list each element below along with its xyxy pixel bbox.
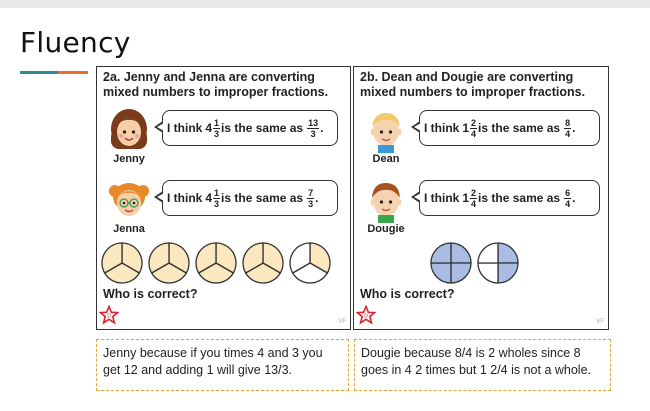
mixed-whole: 4 (205, 191, 213, 205)
question-panel-2a (96, 66, 351, 330)
speech-mid: is the same as (221, 121, 304, 135)
result-fraction: $\frac{8}{4}$ (565, 117, 571, 139)
svg-text:D: D (364, 313, 368, 320)
fraction-circle (478, 243, 518, 283)
unshaded-part (478, 263, 498, 283)
question-prompt: Who is correct? (103, 287, 198, 301)
jenna-avatar-icon (107, 177, 151, 223)
title-accent-teal (20, 71, 58, 74)
footer-mark: VF (338, 319, 346, 325)
shaded-part (498, 243, 518, 263)
character-jenna (99, 177, 159, 235)
fraction-circle (149, 243, 189, 283)
slide-title: Fluency (20, 26, 131, 59)
character-name: Jenna (113, 223, 145, 235)
speech-bubble-jenna: I think 4 $\frac{1}{3}$ is the same as $\frac{7}{3}$ . (162, 180, 338, 216)
character-dean (356, 107, 416, 165)
question-title: 2b. Dean and Dougie are converting mixed numbers to improper fractions. (360, 70, 586, 99)
speech-prefix: I think (424, 121, 460, 135)
character-name: Dean (372, 153, 400, 165)
mixed-fraction: $\frac{2}{4}$ (471, 117, 477, 139)
speech-mid: is the same as (478, 121, 561, 135)
svg-text:D: D (107, 313, 111, 320)
dean-avatar-icon (364, 107, 408, 153)
result-fraction: $\frac{7}{3}$ (308, 187, 314, 209)
shaded-part (431, 243, 451, 263)
speech-mid: is the same as (478, 191, 561, 205)
fraction-circles-thirds (101, 241, 346, 285)
speech-mid: is the same as (221, 191, 304, 205)
fraction-circle (102, 243, 142, 283)
title-accent-orange (58, 71, 88, 74)
mixed-whole: 4 (205, 121, 213, 135)
fraction-circle (243, 243, 283, 283)
character-dougie (356, 177, 416, 235)
dougie-avatar-icon (364, 177, 408, 223)
result-fraction: $\frac{13}{3}$ (308, 117, 319, 139)
mixed-fraction: $\frac{2}{4}$ (471, 187, 477, 209)
speech-prefix: I think (167, 121, 203, 135)
speech-bubble-dougie: I think 1 $\frac{2}{4}$ is the same as $\frac{6}{4}$ . (419, 180, 600, 216)
fraction-circle (290, 243, 330, 283)
mixed-whole: 1 (462, 191, 470, 205)
question-title: 2a. Jenny and Jenna are converting mixed numbers to improper fractions. (103, 70, 329, 99)
jenny-avatar-icon (107, 107, 151, 153)
star-icon (356, 305, 376, 325)
shaded-part (451, 243, 471, 263)
mixed-fraction: $\frac{1}{3}$ (214, 187, 220, 209)
result-fraction: $\frac{6}{4}$ (565, 187, 571, 209)
top-bar (0, 0, 650, 8)
shaded-part (498, 263, 518, 283)
question-panel-2b (353, 66, 609, 330)
answer-box-2b[interactable]: Dougie because 8/4 is 2 wholes since 8 goes in 4 2 times but 1 2/4 is not a whole. (354, 339, 611, 391)
answer-box-2a[interactable]: Jenny because if you times 4 and 3 you get 12 and adding 1 will give 13/3. (96, 339, 349, 391)
shaded-part (431, 263, 451, 283)
fraction-circle (196, 243, 236, 283)
fraction-circle (431, 243, 471, 283)
character-name: Jenny (113, 153, 145, 165)
speech-prefix: I think (424, 191, 460, 205)
fraction-circles-quarters (430, 241, 540, 285)
footer-mark: VF (596, 319, 604, 325)
shaded-part (451, 263, 471, 283)
speech-bubble-jenny: I think 4 $\frac{1}{3}$ is the same as $\frac{13}{3}$ . (162, 110, 338, 146)
mixed-whole: 1 (462, 121, 470, 135)
mixed-fraction: $\frac{1}{3}$ (214, 117, 220, 139)
speech-prefix: I think (167, 191, 203, 205)
star-icon (99, 305, 119, 325)
question-prompt: Who is correct? (360, 287, 455, 301)
character-name: Dougie (367, 223, 405, 235)
speech-bubble-dean: I think 1 $\frac{2}{4}$ is the same as $\frac{8}{4}$ . (419, 110, 600, 146)
unshaded-part (478, 243, 498, 263)
character-jenny (99, 107, 159, 165)
